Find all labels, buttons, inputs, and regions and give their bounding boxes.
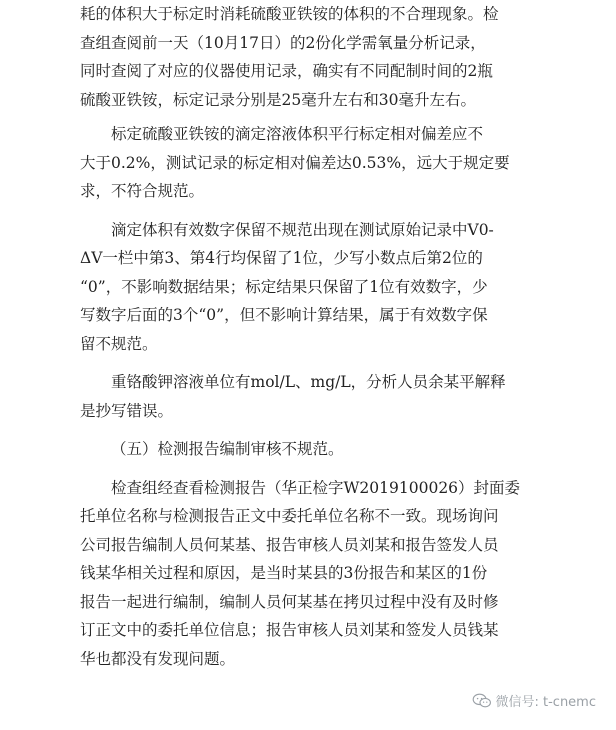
text-line: 重铬酸钾溶液单位有mol/L、mg/L，分析人员余某平解释 xyxy=(111,373,506,391)
text-line: 求，不符合规范。 xyxy=(80,182,205,200)
text-line: ΔV一栏中第3、第4行均保留了1位，少写小数点后第2位的 xyxy=(80,249,483,267)
text-line: 滴定体积有效数字保留不规范出现在测试原始记录中V0- xyxy=(111,220,494,239)
paragraph-3 xyxy=(80,216,560,359)
text-line: 订正文中的委托单位信息；报告审核人员刘某和签发人员钱某 xyxy=(80,621,499,639)
paragraph-4 xyxy=(80,368,560,425)
text-line: 公司报告编制人员何某基、报告审核人员刘某和报告签发人员 xyxy=(80,535,499,554)
text-line: 华也都没有发现问题。 xyxy=(80,649,236,668)
text-line: 留不规范。 xyxy=(80,334,158,353)
text-line: 检查组经查看检测报告（华正检字W2019100026）封面委 xyxy=(111,478,521,497)
text-line: “0”，不影响数据结果；标定结果只保留了1位有效数字，少 xyxy=(80,277,488,296)
text-line: 大于0.2%，测试记录的标定相对偏差达0.53%，远大于规定要 xyxy=(80,153,510,172)
paragraph-5 xyxy=(80,435,560,464)
text-line: 写数字后面的3个“0”，但不影响计算结果，属于有效数字保 xyxy=(80,306,488,324)
paragraph-1 xyxy=(80,0,560,114)
text-line: 查组查阅前一天（10月17日）的2份化学需氧量分析记录， xyxy=(80,33,486,52)
paragraph-2 xyxy=(80,120,560,206)
paragraph-6 xyxy=(80,474,560,674)
watermark-text: 微信号: t-cnemc xyxy=(495,695,596,710)
wechat-watermark xyxy=(472,691,597,710)
text-line: 托单位名称与检测报告正文中委托单位名称不一致。现场询问 xyxy=(80,507,499,525)
text-line: 报告一起进行编制，编制人员何某基在拷贝过程中没有及时修 xyxy=(80,592,499,611)
text-line: 钱某华相关过程和原因，是当时某县的3份报告和某区的1份 xyxy=(80,564,488,582)
document-body xyxy=(80,0,560,673)
text-line: 是抄写错误。 xyxy=(80,401,174,420)
wechat-icon xyxy=(472,693,492,709)
text-line: 硫酸亚铁铵，标定记录分别是25毫升左右和30毫升左右。 xyxy=(80,90,476,109)
text-line: 标定硫酸亚铁铵的滴定溶液体积平行标定相对偏差应不 xyxy=(111,125,484,143)
text-line: 耗的体积大于标定时消耗硫酸亚铁铵的体积的不合理现象。检 xyxy=(80,5,499,23)
section-heading: （五）检测报告编制审核不规范。 xyxy=(111,440,344,458)
text-line: 同时查阅了对应的仪器使用记录，确实有不同配制时间的2瓶 xyxy=(80,62,493,80)
